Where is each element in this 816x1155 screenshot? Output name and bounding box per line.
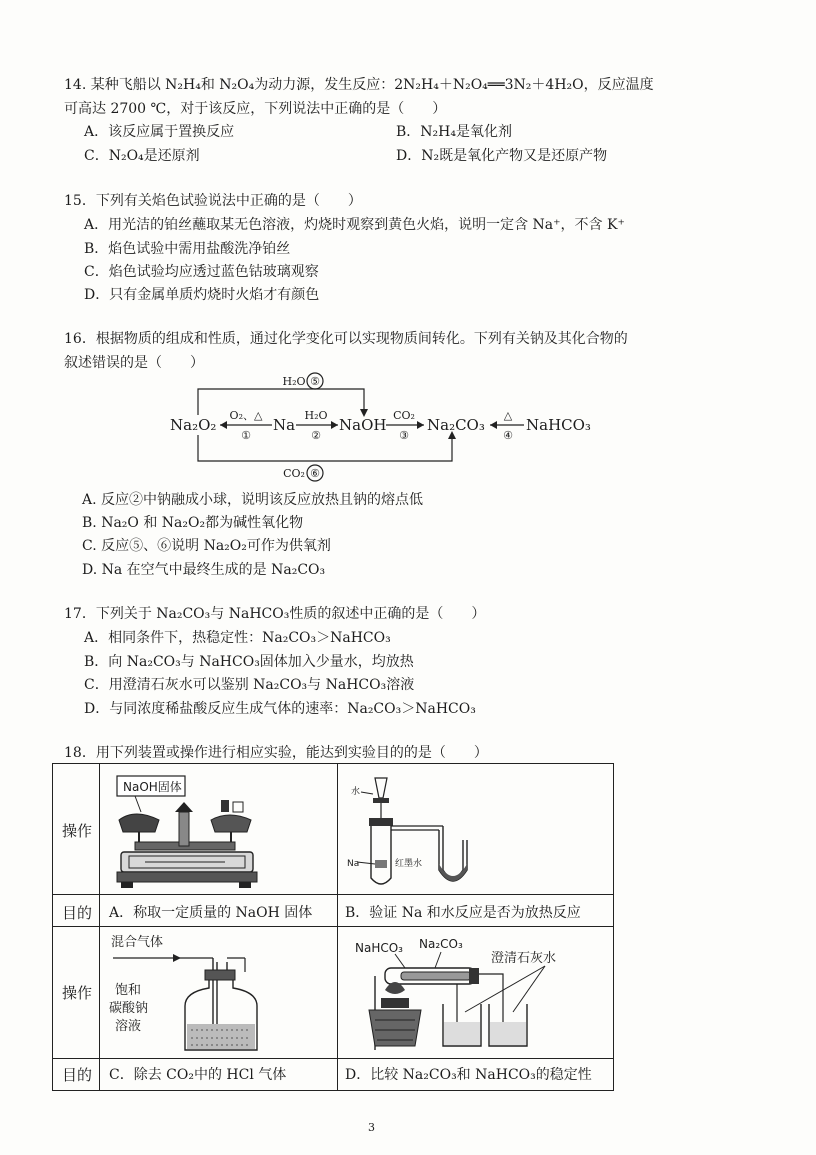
goal-a: A．称取一定质量的 NaOH 固体 — [109, 905, 313, 921]
q15-option-b: B．焰色试验中需用盐酸洗净铂丝 — [84, 241, 291, 257]
na2co3-label: Na₂CO₃ — [419, 937, 463, 951]
q18-stem: 18．用下列装置或操作进行相应实验，能达到实验目的的是（ ） — [64, 745, 488, 761]
scheme-na2o2: Na₂O₂ — [170, 416, 217, 434]
water-label: 水 — [351, 787, 361, 797]
scheme-r6-number: ⑥ — [310, 467, 320, 480]
scheme-r2-condition: H₂O — [304, 409, 328, 422]
mixed-gas-label: 混合气体 — [111, 935, 164, 950]
nahco3-label: NaHCO₃ — [355, 941, 403, 955]
q15-option-d: D．只有金属单质灼烧时火焰才有颜色 — [84, 287, 320, 303]
scheme-r3-number: ③ — [399, 429, 409, 442]
row-label-operation-1: 操作 — [62, 822, 93, 840]
q17-option-d: D．与同浓度稀盐酸反应生成气体的速率：Na₂CO₃＞NaHCO₃ — [84, 701, 476, 717]
row-label-goal-2: 目的 — [62, 1066, 93, 1084]
sodium-label: Na — [347, 859, 360, 869]
q15-option-a: A．用光洁的铂丝蘸取某无色溶液，灼烧时观察到黄色火焰，说明一定含 Na⁺，不含 K⁺ — [84, 217, 625, 233]
scheme-na2co3: Na₂CO₃ — [427, 416, 485, 434]
red-ink-label: 红墨水 — [395, 859, 423, 869]
solution-label-line3: 溶液 — [115, 1019, 142, 1034]
scheme-r4-number: ④ — [503, 429, 513, 442]
balance-illustration — [115, 772, 275, 890]
row-label-operation-2: 操作 — [62, 984, 93, 1002]
q17-option-b: B．向 Na₂CO₃与 NaHCO₃固体加入少量水，均放热 — [84, 654, 414, 670]
scheme-r3-condition: CO₂ — [393, 409, 415, 422]
scheme-r5-number: ⑤ — [310, 375, 320, 388]
q15-option-c: C．焰色试验均应透过蓝色钴玻璃观察 — [84, 264, 319, 280]
q16-stem-line2: 叙述错误的是（ ） — [64, 355, 204, 371]
naoh-solid-label: NaOH固体 — [123, 780, 182, 794]
q14-option-c: C．N₂O₄是还原剂 — [84, 148, 200, 164]
q17-stem: 17．下列关于 Na₂CO₃与 NaHCO₃性质的叙述中正确的是（ ） — [64, 606, 486, 622]
scheme-na: Na — [273, 416, 296, 434]
q16-option-a: A. 反应②中钠融成小球，说明该反应放热且钠的熔点低 — [82, 492, 424, 508]
q15-stem: 15．下列有关焰色试验说法中正确的是（ ） — [64, 193, 362, 209]
q16-stem-line1: 16．根据物质的组成和性质，通过化学变化可以实现物质间转化。下列有关钠及其化合物的 — [64, 331, 628, 347]
row-label-goal-1: 目的 — [62, 904, 93, 922]
gas-washing-bottle-illustration — [109, 932, 299, 1056]
solution-label-line1: 饱和 — [115, 983, 142, 998]
scheme-r1-condition: O₂、△ — [229, 409, 263, 422]
thermal-stability-illustration — [345, 934, 611, 1056]
scheme-r5-condition: H₂O — [282, 375, 306, 388]
q14-stem-line2: 可高达 2700 ℃，对于该反应，下列说法中正确的是（ ） — [64, 101, 447, 117]
experiment-table — [52, 763, 614, 1091]
scheme-r4-condition: △ — [503, 409, 513, 422]
scheme-r2-number: ② — [311, 429, 321, 442]
scheme-r6-condition: CO₂ — [283, 467, 305, 480]
goal-b: B．验证 Na 和水反应是否为放热反应 — [345, 905, 581, 921]
q16-option-d: D. Na 在空气中最终生成的是 Na₂CO₃ — [82, 562, 326, 578]
na-water-illustration — [347, 770, 487, 892]
q14-option-b: B．N₂H₄是氧化剂 — [396, 124, 512, 140]
scheme-naoh: NaOH — [339, 416, 387, 434]
q16-option-b: B. Na₂O 和 Na₂O₂都为碱性氧化物 — [82, 515, 304, 531]
q17-option-a: A．相同条件下，热稳定性：Na₂CO₃＞NaHCO₃ — [84, 630, 391, 646]
limewater-label: 澄清石灰水 — [491, 951, 557, 966]
solution-label-line2: 碳酸钠 — [109, 1001, 149, 1016]
scheme-r1-number: ① — [241, 429, 251, 442]
q14-option-a: A．该反应属于置换反应 — [84, 124, 235, 140]
sodium-conversion-scheme — [168, 365, 608, 485]
q16-option-c: C. 反应⑤、⑥说明 Na₂O₂可作为供氧剂 — [82, 538, 331, 554]
q14-stem-line1: 14. 某种飞船以 N₂H₄和 N₂O₄为动力源，发生反应：2N₂H₄＋N₂O₄══3N₂＋4H₂O，反应温度 — [64, 77, 654, 93]
scheme-nahco3: NaHCO₃ — [526, 416, 591, 434]
page-number: 3 — [368, 1121, 375, 1134]
goal-d: D．比较 Na₂CO₃和 NaHCO₃的稳定性 — [345, 1067, 592, 1083]
q17-option-c: C．用澄清石灰水可以鉴别 Na₂CO₃与 NaHCO₃溶液 — [84, 677, 415, 693]
goal-c: C．除去 CO₂中的 HCl 气体 — [109, 1067, 287, 1083]
q14-option-d: D．N₂既是氧化产物又是还原产物 — [396, 148, 608, 164]
